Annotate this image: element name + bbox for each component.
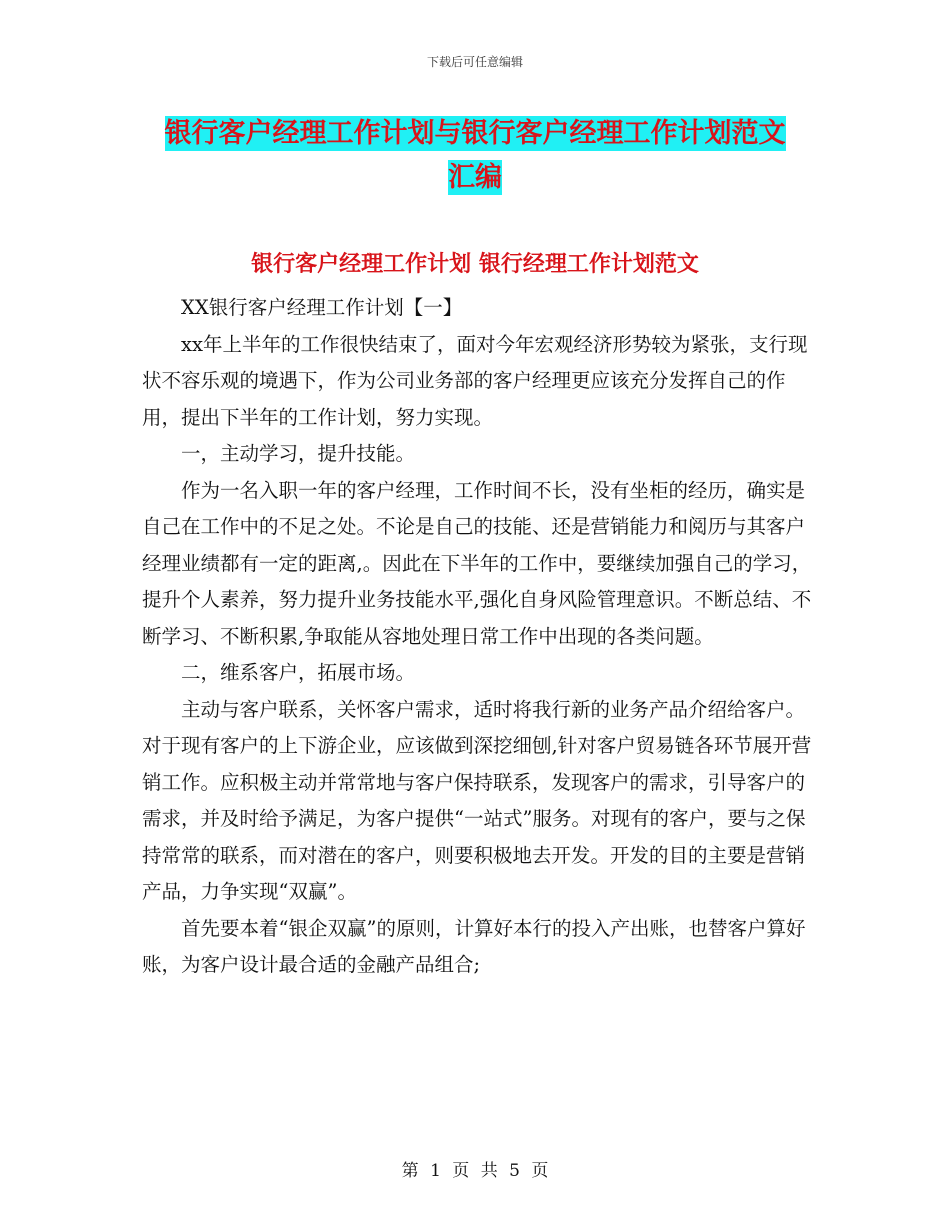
paragraph: 首先要本着“银企双赢”的原则，计算好本行的投入产出账，也替客户算好账，为客户设计最合适的金融产品组合; [142, 916, 806, 976]
header-note: 下载后可任意编辑 [426, 55, 523, 69]
paragraph: 二，维系客户，拓展市场。 [181, 661, 416, 684]
page-number-footer: 第 1 页 共 5 页 [401, 1161, 549, 1181]
title-line-1: 银行客户经理工作计划与银行客户经理工作计划范文 [164, 118, 786, 149]
document-title [150, 112, 800, 200]
paragraph: xx年上半年的工作很快结束了，面对今年宏观经济形势较为紧张，支行现状不容乐观的境遇下，作为公司业务部的客户经理更应该充分发挥自己的作用，提出下半年的工作计划，努力实现。 [142, 332, 808, 429]
document-body [142, 290, 812, 984]
paragraph: 作为一名入职一年的客户经理，工作时间不长，没有坐柜的经历，确实是自己在工作中的不足之处。不论是自己的技能、还是营销能力和阅历与其客户经理业绩都有一定的距离,。因此在下半年的工作中，要继续加强自己的学习，提升个人素养，努力提升业务技能水平,强化自身风险管理意识。不断总结、不断学习、不断积累,争取能从容地处理日常工作中出现的各类问题。 [142, 478, 812, 648]
title-line-2: 汇编 [448, 162, 502, 193]
paragraph: 主动与客户联系，关怀客户需求，适时将我行新的业务产品介绍给客户。对于现有客户的上下游企业，应该做到深挖细刨,针对客户贸易链各环节展开营销工作。应积极主动并常常地与客户保持联系，发现客户的需求，引导客户的需求，并及时给予满足，为客户提供“一站式”服务。对现有的客户，要与之保持常常的联系，而对潜在的客户，则要积极地去开发。开发的目的主要是营销产品，力争实现“双赢”。 [142, 697, 812, 903]
paragraph: XX银行客户经理工作计划【一】 [181, 296, 463, 319]
paragraph: 一，主动学习，提升技能。 [181, 442, 416, 465]
document-subtitle: 银行客户经理工作计划 银行经理工作计划范文 [251, 252, 699, 277]
